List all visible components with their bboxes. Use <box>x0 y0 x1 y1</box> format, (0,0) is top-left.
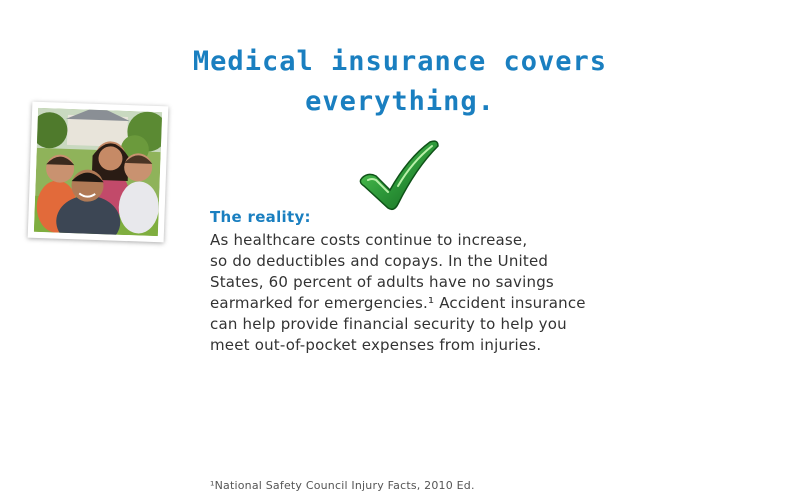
reality-body <box>210 230 610 356</box>
body-line: earmarked for emergencies.¹ Accident insurance <box>210 294 586 312</box>
body-line: so do deductibles and copays. In the United <box>210 252 549 270</box>
checkmark-icon <box>358 140 440 212</box>
body-line: can help provide financial security to help you <box>210 315 567 333</box>
headline <box>180 42 620 122</box>
body-line: States, 60 percent of adults have no savings <box>210 273 554 291</box>
reality-label: The reality: <box>210 208 311 226</box>
footnote: ¹National Safety Council Injury Facts, 2010 Ed. <box>210 479 475 492</box>
body-line: meet out-of-pocket expenses from injuries. <box>210 336 542 354</box>
body-line: As healthcare costs continue to increase, <box>210 231 528 249</box>
headline-line-1: Medical insurance covers <box>192 46 608 77</box>
family-photo-icon <box>34 108 162 236</box>
headline-line-2: everything. <box>305 86 495 117</box>
family-photo <box>28 102 169 243</box>
